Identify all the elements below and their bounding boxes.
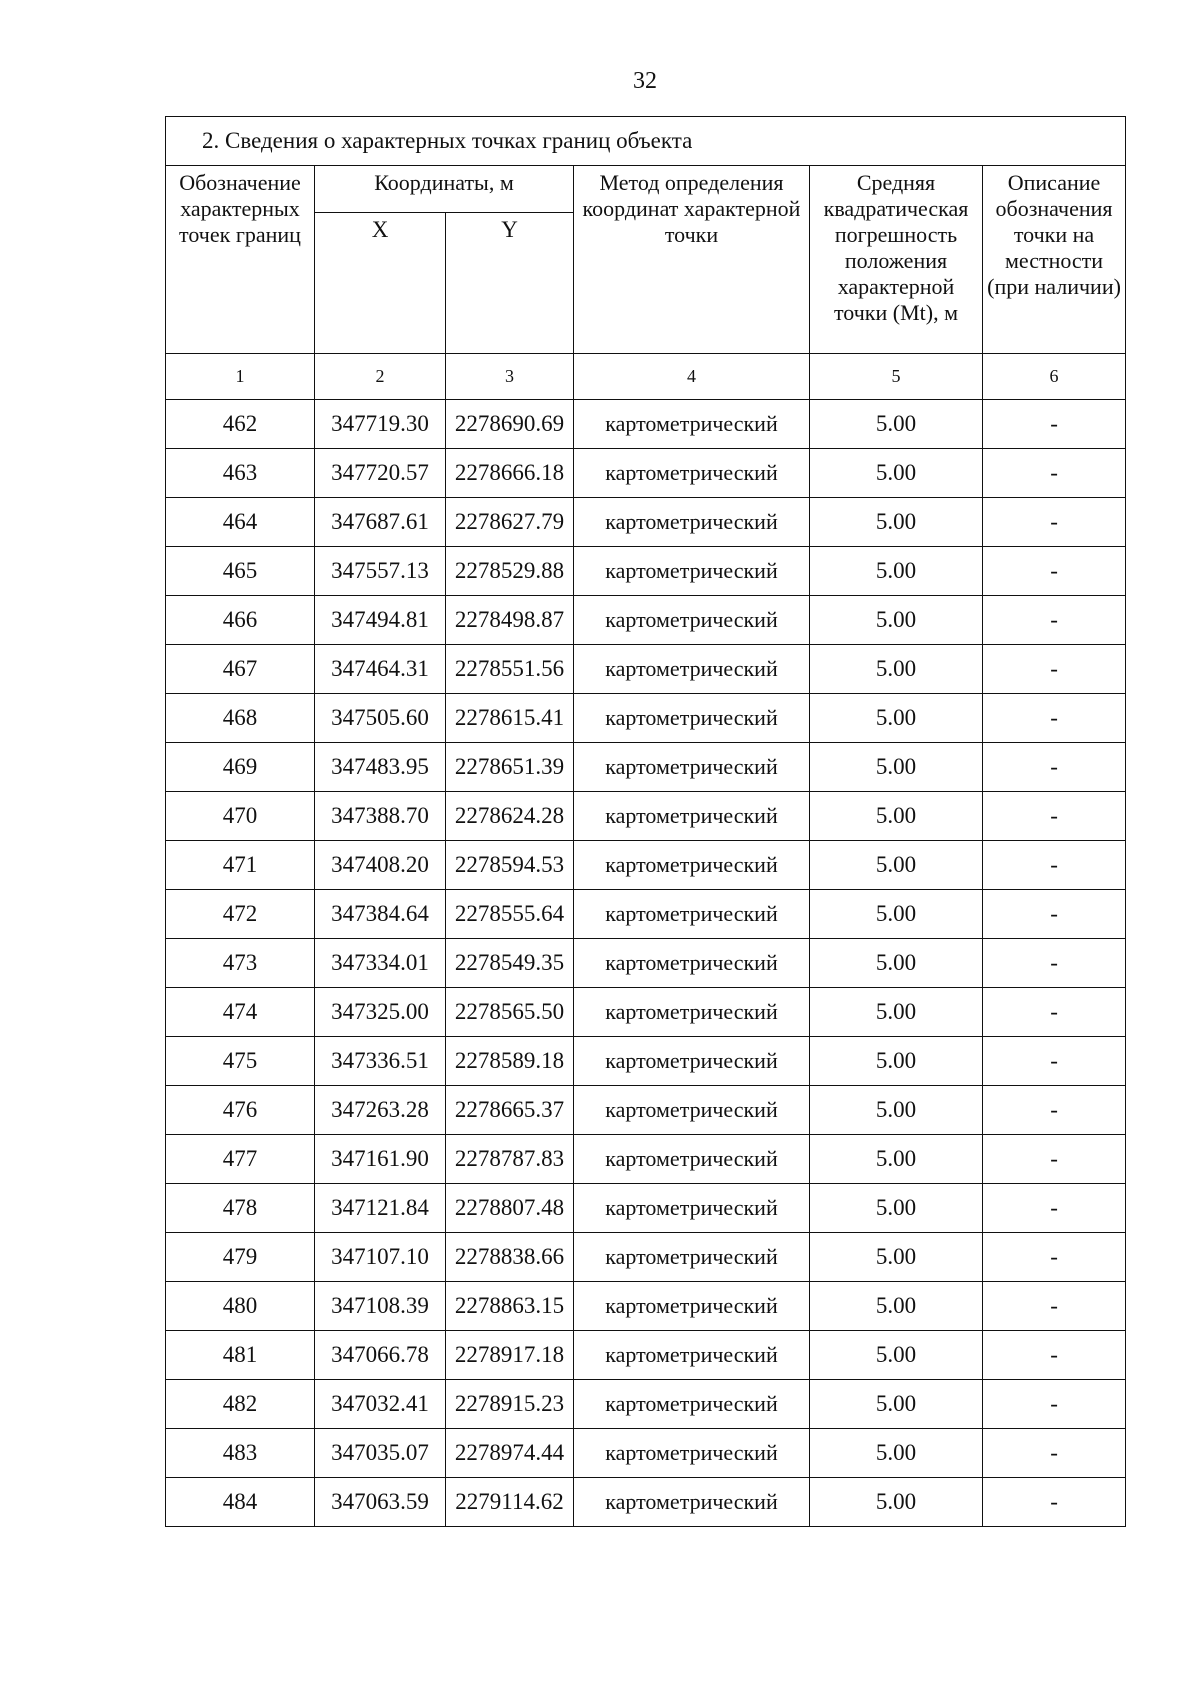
page-number: 32 (633, 68, 657, 94)
table-row (166, 449, 1126, 498)
point-number: 476 (166, 1086, 315, 1135)
mt-value: 5.00 (810, 1282, 983, 1331)
coordinate-x: 347334.01 (315, 939, 446, 988)
coordinate-y: 2278666.18 (446, 449, 574, 498)
table-row (166, 939, 1126, 988)
coordinate-x: 347336.51 (315, 1037, 446, 1086)
coordinate-y: 2278594.53 (446, 841, 574, 890)
section-title: 2. Сведения о характерных точках границ объекта (166, 117, 1126, 166)
method-cell: картометрический (574, 1037, 810, 1086)
method-cell: картометрический (574, 1331, 810, 1380)
table-row (166, 988, 1126, 1037)
coordinate-y: 2278615.41 (446, 694, 574, 743)
method-cell: картометрический (574, 743, 810, 792)
coordinate-x: 347384.64 (315, 890, 446, 939)
mt-value: 5.00 (810, 792, 983, 841)
description-cell: - (983, 1184, 1126, 1233)
column-number: 5 (810, 354, 983, 400)
header-x: X (315, 213, 446, 354)
method-cell: картометрический (574, 596, 810, 645)
mt-value: 5.00 (810, 1233, 983, 1282)
description-cell: - (983, 645, 1126, 694)
table-row (166, 1184, 1126, 1233)
point-number: 479 (166, 1233, 315, 1282)
coordinate-x: 347032.41 (315, 1380, 446, 1429)
point-number: 463 (166, 449, 315, 498)
description-cell: - (983, 498, 1126, 547)
table-row (166, 645, 1126, 694)
coordinate-y: 2279114.62 (446, 1478, 574, 1527)
point-number: 474 (166, 988, 315, 1037)
mt-value: 5.00 (810, 1037, 983, 1086)
coordinate-x: 347035.07 (315, 1429, 446, 1478)
table-row (166, 547, 1126, 596)
table-row (166, 694, 1126, 743)
point-number: 469 (166, 743, 315, 792)
coordinate-y: 2278863.15 (446, 1282, 574, 1331)
table-row (166, 1135, 1126, 1184)
method-cell: картометрический (574, 449, 810, 498)
mt-value: 5.00 (810, 1478, 983, 1527)
coordinate-y: 2278555.64 (446, 890, 574, 939)
table-row (166, 1478, 1126, 1527)
table-row (166, 743, 1126, 792)
boundary-points-table (165, 116, 1126, 1527)
point-number: 475 (166, 1037, 315, 1086)
coordinate-x: 347161.90 (315, 1135, 446, 1184)
header-mt: Средняя квадратическая погрешность положения характерной точки (Mt), м (810, 166, 983, 354)
mt-value: 5.00 (810, 645, 983, 694)
section-title-row (166, 117, 1126, 166)
method-cell: картометрический (574, 1184, 810, 1233)
method-cell: картометрический (574, 645, 810, 694)
coordinate-x: 347719.30 (315, 400, 446, 449)
mt-value: 5.00 (810, 939, 983, 988)
table-row (166, 596, 1126, 645)
description-cell: - (983, 1086, 1126, 1135)
point-number: 473 (166, 939, 315, 988)
coordinate-y: 2278665.37 (446, 1086, 574, 1135)
coordinate-x: 347483.95 (315, 743, 446, 792)
column-number: 3 (446, 354, 574, 400)
coordinate-y: 2278651.39 (446, 743, 574, 792)
coordinate-y: 2278627.79 (446, 498, 574, 547)
mt-value: 5.00 (810, 1380, 983, 1429)
method-cell: картометрический (574, 1233, 810, 1282)
point-number: 468 (166, 694, 315, 743)
description-cell: - (983, 890, 1126, 939)
coordinate-y: 2278838.66 (446, 1233, 574, 1282)
column-number: 4 (574, 354, 810, 400)
table-row (166, 890, 1126, 939)
method-cell: картометрический (574, 792, 810, 841)
point-number: 465 (166, 547, 315, 596)
point-number: 462 (166, 400, 315, 449)
description-cell: - (983, 1037, 1126, 1086)
description-cell: - (983, 1233, 1126, 1282)
coordinate-x: 347687.61 (315, 498, 446, 547)
table-row (166, 400, 1126, 449)
coordinate-x: 347108.39 (315, 1282, 446, 1331)
coordinate-x: 347066.78 (315, 1331, 446, 1380)
coordinate-x: 347464.31 (315, 645, 446, 694)
table-row (166, 1380, 1126, 1429)
table-row (166, 1037, 1126, 1086)
method-cell: картометрический (574, 1380, 810, 1429)
table-row (166, 1086, 1126, 1135)
column-number: 6 (983, 354, 1126, 400)
header-row (166, 166, 1126, 213)
description-cell: - (983, 792, 1126, 841)
coordinate-x: 347263.28 (315, 1086, 446, 1135)
mt-value: 5.00 (810, 1331, 983, 1380)
table-row (166, 1429, 1126, 1478)
description-cell: - (983, 988, 1126, 1037)
point-number: 472 (166, 890, 315, 939)
coordinate-y: 2278787.83 (446, 1135, 574, 1184)
coordinate-y: 2278551.56 (446, 645, 574, 694)
coordinate-y: 2278549.35 (446, 939, 574, 988)
coordinate-x: 347408.20 (315, 841, 446, 890)
description-cell: - (983, 1380, 1126, 1429)
mt-value: 5.00 (810, 498, 983, 547)
description-cell: - (983, 596, 1126, 645)
method-cell: картометрический (574, 694, 810, 743)
point-number: 471 (166, 841, 315, 890)
coordinate-y: 2278529.88 (446, 547, 574, 596)
description-cell: - (983, 1429, 1126, 1478)
mt-value: 5.00 (810, 890, 983, 939)
coordinate-y: 2278917.18 (446, 1331, 574, 1380)
mt-value: 5.00 (810, 1135, 983, 1184)
column-number-row (166, 354, 1126, 400)
point-number: 480 (166, 1282, 315, 1331)
description-cell: - (983, 841, 1126, 890)
table-row (166, 1282, 1126, 1331)
coordinate-y: 2278690.69 (446, 400, 574, 449)
coordinate-y: 2278498.87 (446, 596, 574, 645)
coordinate-x: 347720.57 (315, 449, 446, 498)
mt-value: 5.00 (810, 449, 983, 498)
header-method: Метод определения координат характерной точки (574, 166, 810, 354)
method-cell: картометрический (574, 400, 810, 449)
coordinate-x: 347063.59 (315, 1478, 446, 1527)
coordinate-y: 2278807.48 (446, 1184, 574, 1233)
table-row (166, 792, 1126, 841)
method-cell: картометрический (574, 1478, 810, 1527)
coordinate-y: 2278565.50 (446, 988, 574, 1037)
header-description: Описание обозначения точки на местности (при наличии) (983, 166, 1126, 354)
mt-value: 5.00 (810, 694, 983, 743)
description-cell: - (983, 400, 1126, 449)
header-designation: Обозначение характерных точек границ (166, 166, 315, 354)
description-cell: - (983, 694, 1126, 743)
coordinate-y: 2278974.44 (446, 1429, 574, 1478)
point-number: 484 (166, 1478, 315, 1527)
mt-value: 5.00 (810, 1086, 983, 1135)
coordinate-x: 347325.00 (315, 988, 446, 1037)
table-row (166, 1233, 1126, 1282)
mt-value: 5.00 (810, 596, 983, 645)
mt-value: 5.00 (810, 841, 983, 890)
description-cell: - (983, 1478, 1126, 1527)
column-number: 2 (315, 354, 446, 400)
method-cell: картометрический (574, 1086, 810, 1135)
point-number: 481 (166, 1331, 315, 1380)
description-cell: - (983, 1135, 1126, 1184)
coordinate-y: 2278624.28 (446, 792, 574, 841)
point-number: 467 (166, 645, 315, 694)
mt-value: 5.00 (810, 400, 983, 449)
description-cell: - (983, 1331, 1126, 1380)
mt-value: 5.00 (810, 743, 983, 792)
point-number: 464 (166, 498, 315, 547)
method-cell: картометрический (574, 988, 810, 1037)
mt-value: 5.00 (810, 547, 983, 596)
mt-value: 5.00 (810, 988, 983, 1037)
point-number: 477 (166, 1135, 315, 1184)
method-cell: картометрический (574, 1429, 810, 1478)
description-cell: - (983, 939, 1126, 988)
method-cell: картометрический (574, 498, 810, 547)
description-cell: - (983, 547, 1126, 596)
point-number: 483 (166, 1429, 315, 1478)
mt-value: 5.00 (810, 1184, 983, 1233)
column-number: 1 (166, 354, 315, 400)
coordinate-y: 2278589.18 (446, 1037, 574, 1086)
coordinate-x: 347107.10 (315, 1233, 446, 1282)
table-row (166, 1331, 1126, 1380)
coordinate-x: 347494.81 (315, 596, 446, 645)
method-cell: картометрический (574, 890, 810, 939)
coordinate-x: 347121.84 (315, 1184, 446, 1233)
description-cell: - (983, 449, 1126, 498)
method-cell: картометрический (574, 1282, 810, 1331)
header-y: Y (446, 213, 574, 354)
table-row (166, 841, 1126, 890)
method-cell: картометрический (574, 1135, 810, 1184)
method-cell: картометрический (574, 939, 810, 988)
coordinate-x: 347505.60 (315, 694, 446, 743)
point-number: 470 (166, 792, 315, 841)
point-number: 482 (166, 1380, 315, 1429)
coordinate-y: 2278915.23 (446, 1380, 574, 1429)
description-cell: - (983, 1282, 1126, 1331)
point-number: 466 (166, 596, 315, 645)
point-number: 478 (166, 1184, 315, 1233)
table-row (166, 498, 1126, 547)
description-cell: - (983, 743, 1126, 792)
method-cell: картометрический (574, 841, 810, 890)
header-coordinates: Координаты, м (315, 166, 574, 213)
coordinate-x: 347557.13 (315, 547, 446, 596)
coordinate-x: 347388.70 (315, 792, 446, 841)
method-cell: картометрический (574, 547, 810, 596)
mt-value: 5.00 (810, 1429, 983, 1478)
